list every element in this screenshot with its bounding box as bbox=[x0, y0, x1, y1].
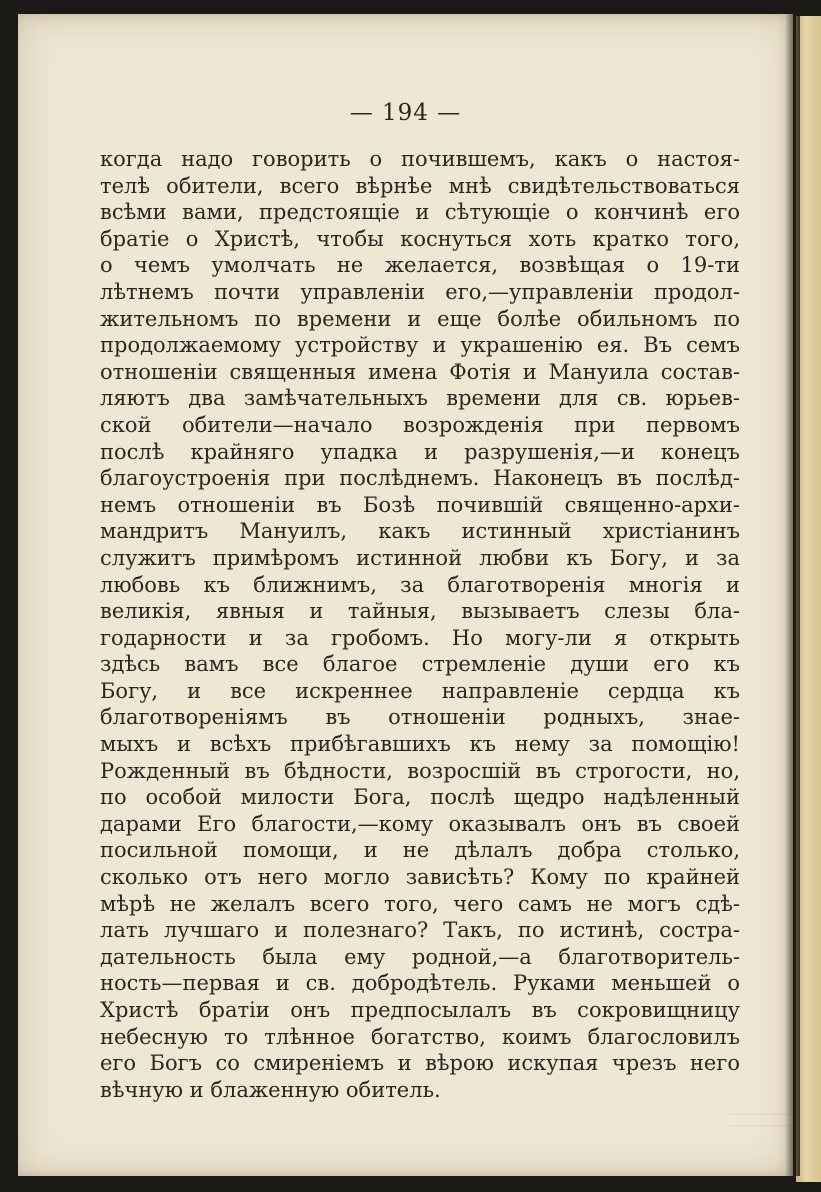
text-line: служитъ примѣромъ истинной любви къ Богу, и за bbox=[100, 545, 740, 570]
text-line: его Богъ со смиреніемъ и вѣрою искупая чрезъ него bbox=[100, 1051, 740, 1076]
text-line: немъ отношеніи въ Бозѣ почившій священно-архи- bbox=[100, 492, 740, 517]
text-line: благоустроенія при послѣднемъ. Наконецъ въ послѣд- bbox=[100, 466, 740, 491]
text-line: Рожденный въ бѣдности, возросшій въ строгости, но, bbox=[100, 758, 740, 783]
text-line: благотвореніямъ въ отношеніи родныхъ, знае- bbox=[100, 705, 740, 730]
text-line: небесную то тлѣнное богатство, коимъ благословилъ bbox=[100, 1024, 740, 1049]
text-line: дательность была ему родной,—а благотворитель- bbox=[100, 944, 740, 969]
text-line: послѣ крайняго упадка и разрушенія,—и конецъ bbox=[100, 439, 740, 464]
text-line: Христѣ братіи онъ предпосылалъ въ сокровищницу bbox=[100, 998, 740, 1022]
text-line: продолжаемому устройству и украшенію ея. Въ семъ bbox=[100, 333, 740, 358]
text-line: здѣсь вамъ все благое стремленіе души его къ bbox=[100, 652, 740, 677]
text-line: отношеніи священныя имена Фотія и Мануила состав- bbox=[100, 359, 740, 384]
text-line: мыхъ и всѣхъ прибѣгавшихъ къ нему за помощію! bbox=[100, 732, 740, 757]
text-line: годарности и за гробомъ. Но могу-ли я открыть bbox=[100, 625, 740, 650]
text-line: Богу, и все искреннее направленіе сердца къ bbox=[100, 678, 740, 703]
text-line: посильной помощи, и не дѣлалъ добра столько, bbox=[100, 838, 740, 863]
text-line: мандритъ Мануилъ, какъ истинный христіанинъ bbox=[100, 519, 740, 544]
gutter-shadow bbox=[786, 14, 800, 1176]
text-line: по особой милости Бога, послѣ щедро надѣленный bbox=[100, 785, 740, 810]
text-line: ской обители—начало возрожденія при первомъ bbox=[100, 412, 740, 437]
show-through-bleed bbox=[730, 1106, 790, 1136]
text-line: всѣми вами, предстоящіе и сѣтующіе о кончинѣ его bbox=[100, 200, 740, 225]
text-line: лать лучшаго и полезнаго? Такъ, по истинѣ, состра- bbox=[100, 918, 740, 943]
text-line: сколько отъ него могло зависѣть? Кому по крайней bbox=[100, 865, 740, 890]
text-line-last: вѣчную и блаженную обитель. bbox=[100, 1077, 441, 1102]
page-number: — 194 — bbox=[349, 100, 462, 126]
text-line: о чемъ умолчать не желается, возвѣщая о 19-ти bbox=[100, 253, 740, 278]
text-line: жительномъ по времени и еще болѣе обильномъ по bbox=[100, 306, 740, 331]
text-line: ляютъ два замѣчательныхъ времени для св. юрьев- bbox=[100, 386, 740, 411]
text-line: любовь къ ближнимъ, за благотворенія многія и bbox=[100, 572, 740, 597]
body-text bbox=[100, 146, 740, 1103]
text-line: лѣтнемъ почти управленіи его,—управленіи продол- bbox=[100, 279, 740, 304]
text-line: ность—первая и св. добродѣтель. Руками меньшей о bbox=[100, 971, 740, 996]
text-line: дарами Его благости,—кому оказывалъ онъ въ своей bbox=[100, 811, 740, 836]
text-line: мѣрѣ не желалъ всего того, чего самъ не могъ сдѣ- bbox=[100, 891, 740, 916]
text-line: телѣ обители, всего вѣрнѣе мнѣ свидѣтельствоваться bbox=[100, 173, 740, 198]
text-line: братіе о Христѣ, чтобы коснуться хоть кратко того, bbox=[100, 226, 740, 251]
text-line: когда надо говорить о почившемъ, какъ о настоя- bbox=[100, 147, 740, 171]
book-page bbox=[18, 14, 793, 1176]
text-line: великія, явныя и тайныя, вызываетъ слезы бла- bbox=[100, 599, 740, 624]
